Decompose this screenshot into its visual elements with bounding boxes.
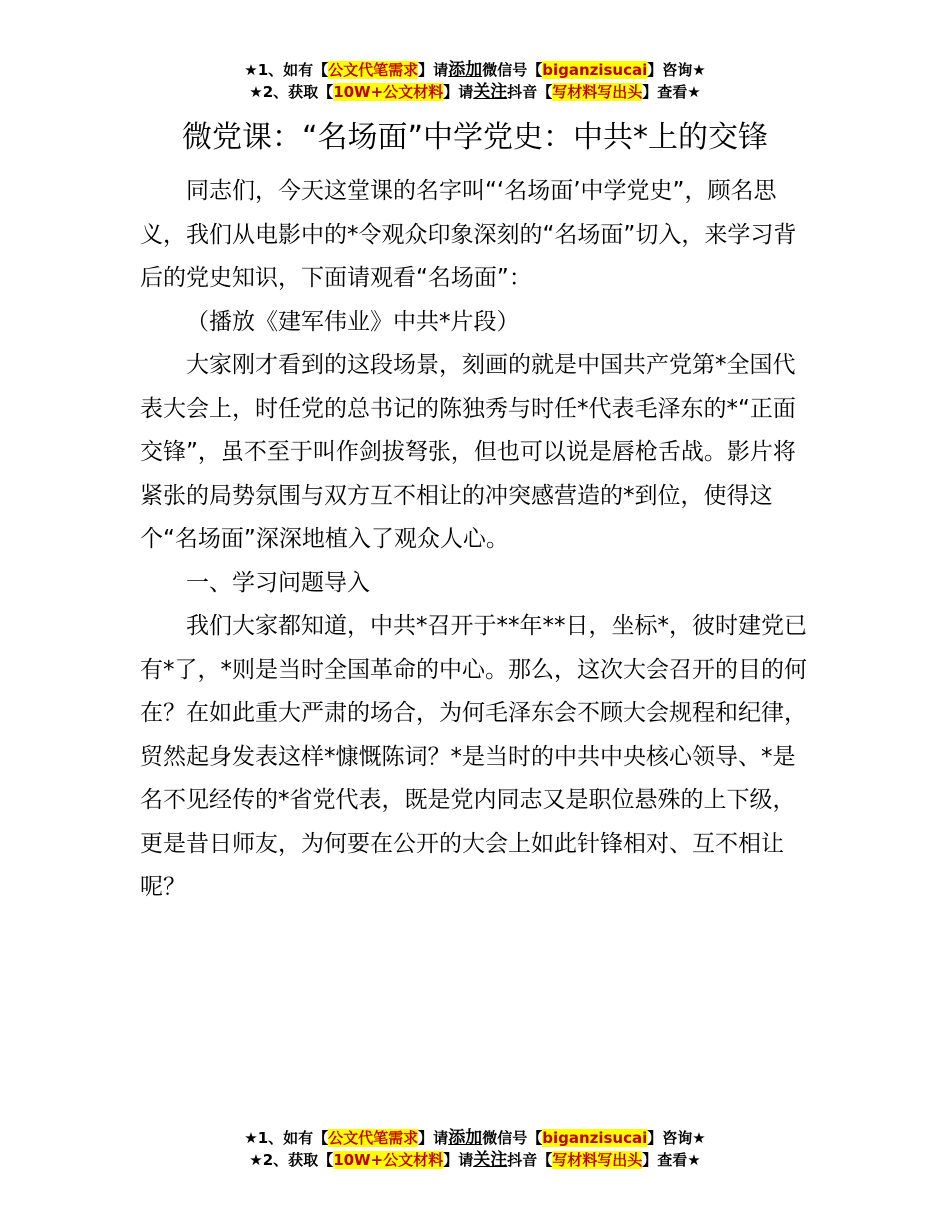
banner-text: 微信号【 xyxy=(482,61,543,79)
highlight-materials: 10W+公文材料 xyxy=(333,83,444,101)
paragraph: 同志们，今天这堂课的名字叫“‘名场面’中学党史”，顾名思义，我们从电影中的*令观众印象深刻的“名场面”切入，来学习背后的党史知识，下面请观看“名场面”： xyxy=(140,178,797,291)
paragraph: 我们大家都知道，中共*召开于**年**日，坐标*，彼时建党已有*了，*则是当时全国革命的中心。那么，这次大会召开的目的何在？在如此重大严肃的场合，为何毛泽东会不顾大会规程和纪律，贸然起身发表这样*慷慨陈词？*是当时的中共中央核心领导、*是名不见经传的*省党代表，既是党内同志又是职位悬殊的上下级，更是昔日师友，为何要在公开的大会上如此针锋相对、互不相让呢？ xyxy=(140,613,807,900)
banner-emphasis: 添加 xyxy=(448,1128,483,1148)
banner-text: ★1、如有【 xyxy=(244,1129,329,1147)
banner-text: 】请 xyxy=(443,83,474,101)
document-body xyxy=(140,170,816,910)
banner-text: 】请 xyxy=(418,61,449,79)
banner-emphasis: 添加 xyxy=(448,60,483,80)
banner-line-1 xyxy=(0,1127,950,1149)
paragraph: 大家刚才看到的这段场景，刻画的就是中国共产党第*全国代表大会上，时任党的总书记的陈独秀与时任*代表毛泽东的*“正面交锋”，虽不至于叫作剑拔弩张，但也可以说是唇枪舌战。影片将紧张的局势氛围与双方互不相让的冲突感营造的*到位，使得这个“名场面”深深地植入了观众人心。 xyxy=(140,352,796,552)
highlight-service: 公文代笔需求 xyxy=(328,1129,419,1147)
banner-text: ★1、如有【 xyxy=(244,61,329,79)
banner-line-1 xyxy=(0,59,950,81)
section-heading: 一、学习问题导入 xyxy=(186,569,370,596)
banner-text: ★2、获取【 xyxy=(249,1151,334,1169)
header-banner xyxy=(0,59,950,103)
banner-text: 】咨询★ xyxy=(647,61,706,79)
banner-text: 】请 xyxy=(443,1151,474,1169)
banner-line-2 xyxy=(0,1149,950,1171)
highlight-douyin-id: 写材料写出头 xyxy=(552,83,643,101)
banner-text: 】咨询★ xyxy=(647,1129,706,1147)
banner-text: 】查看★ xyxy=(642,1151,701,1169)
banner-text: 】请 xyxy=(418,1129,449,1147)
banner-text: ★2、获取【 xyxy=(249,83,334,101)
banner-text: 抖音【 xyxy=(507,1151,553,1169)
highlight-materials: 10W+公文材料 xyxy=(333,1151,444,1169)
banner-emphasis: 关注 xyxy=(473,82,508,102)
highlight-wechat-id: biganzisucai xyxy=(542,1129,648,1147)
footer-banner xyxy=(0,1127,950,1171)
banner-text: 】查看★ xyxy=(642,83,701,101)
banner-text: 抖音【 xyxy=(507,83,553,101)
banner-emphasis: 关注 xyxy=(473,1150,508,1170)
page-title: 微党课：“名场面”中学党史：中共*上的交锋 xyxy=(181,120,769,155)
highlight-douyin-id: 写材料写出头 xyxy=(552,1151,643,1169)
banner-line-2 xyxy=(0,81,950,103)
banner-text: 微信号【 xyxy=(482,1129,543,1147)
highlight-service: 公文代笔需求 xyxy=(328,61,419,79)
paragraph: （播放《建军伟业》中共*片段） xyxy=(186,308,520,335)
highlight-wechat-id: biganzisucai xyxy=(542,61,648,79)
